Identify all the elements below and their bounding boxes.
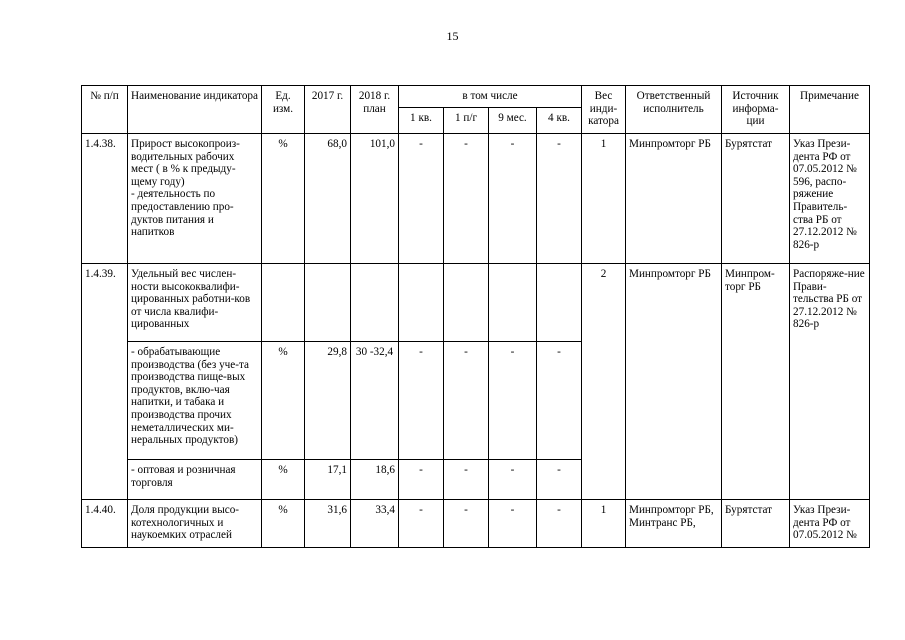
indicators-table — [81, 85, 870, 548]
row-note: Распоряже-ние Прави-тельства РБ от 27.12.2012 № 826-р — [790, 264, 870, 500]
header-including: в том числе — [399, 86, 582, 108]
row-q4: - — [537, 134, 582, 264]
subrow-value-2018: 18,6 — [351, 460, 399, 500]
table-row — [82, 500, 870, 548]
row-note: Указ Прези-дента РФ от 07.05.2012 № 596, распо-ряжение Правитель-ства РБ от 27.12.2012 № 826-р — [790, 134, 870, 264]
row-value-2018: 33,4 — [351, 500, 399, 548]
header-q4: 4 кв. — [537, 108, 582, 134]
subrow-unit: % — [262, 342, 305, 460]
row-responsible: Минпромторг РБ — [626, 134, 722, 264]
row-9m: - — [489, 500, 537, 548]
row-h1-empty — [444, 264, 489, 342]
row-h1: - — [444, 500, 489, 548]
subrow-value-2018: 30 -32,4 — [351, 342, 399, 460]
row-q4-empty — [537, 264, 582, 342]
header-q1: 1 кв. — [399, 108, 444, 134]
row-indicator-name: Доля продукции высо-котехнологичных и наукоемких отраслей — [128, 500, 262, 548]
subrow-h1: - — [444, 460, 489, 500]
header-note: Примечание — [790, 86, 870, 134]
row-q1-empty — [399, 264, 444, 342]
header-source: Источник информа-ции — [722, 86, 790, 134]
row-unit: % — [262, 500, 305, 548]
row-indicator-name: Удельный вес числен-ности высококвалифи-цированных работни-ков от числа квалифи-цированных — [128, 264, 262, 342]
subrow-9m: - — [489, 460, 537, 500]
row-9m-empty — [489, 264, 537, 342]
header-weight: Вес инди-катора — [582, 86, 626, 134]
header-9m: 9 мес. — [489, 108, 537, 134]
subrow-q4: - — [537, 460, 582, 500]
header-2017: 2017 г. — [305, 86, 351, 134]
header-row-1 — [82, 86, 870, 108]
row-source: Бурятстат — [722, 134, 790, 264]
page-number: 15 — [446, 29, 459, 43]
row-num: 1.4.38. — [82, 134, 128, 264]
subrow-q1: - — [399, 342, 444, 460]
row-weight: 2 — [582, 264, 626, 500]
row-q1: - — [399, 134, 444, 264]
header-2018-plan: 2018 г. план — [351, 86, 399, 134]
row-q4: - — [537, 500, 582, 548]
subrow-indicator-name: - оптовая и розничная торговля — [128, 460, 262, 500]
row-weight: 1 — [582, 500, 626, 548]
row-num: 1.4.40. — [82, 500, 128, 548]
header-responsible: Ответственный исполнитель — [626, 86, 722, 134]
row-note: Указ Прези-дента РФ от 07.05.2012 № — [790, 500, 870, 548]
subrow-q4: - — [537, 342, 582, 460]
row-value-2017: 68,0 — [305, 134, 351, 264]
row-source: Минпром-торг РБ — [722, 264, 790, 500]
subrow-h1: - — [444, 342, 489, 460]
header-h1: 1 п/г — [444, 108, 489, 134]
subrow-9m: - — [489, 342, 537, 460]
row-unit: % — [262, 134, 305, 264]
row-weight: 1 — [582, 134, 626, 264]
table-row — [82, 134, 870, 264]
row-source: Бурятстат — [722, 500, 790, 548]
row-h1: - — [444, 134, 489, 264]
subrow-unit: % — [262, 460, 305, 500]
row-responsible: Минпромторг РБ, Минтранс РБ, — [626, 500, 722, 548]
subrow-indicator-name: - обрабатывающие производства (без уче-та производства пище-вых продуктов, вклю-чая напитки, и табака и производства прочих неметаллических ми-неральных продуктов) — [128, 342, 262, 460]
row-value-2018: 101,0 — [351, 134, 399, 264]
row-q1: - — [399, 500, 444, 548]
row-indicator-name: Прирост высокопроиз-водительных рабочих мест ( в % к предыду-щему году) - деятельность по предоставлению про-дуктов питания и напитков — [128, 134, 262, 264]
subrow-value-2017: 17,1 — [305, 460, 351, 500]
header-unit: Ед. изм. — [262, 86, 305, 134]
header-num: № п/п — [82, 86, 128, 134]
row-9m: - — [489, 134, 537, 264]
row-num: 1.4.39. — [82, 264, 128, 500]
table-row — [82, 264, 870, 342]
row-2018-empty — [351, 264, 399, 342]
row-unit-empty — [262, 264, 305, 342]
subrow-q1: - — [399, 460, 444, 500]
row-value-2017: 31,6 — [305, 500, 351, 548]
row-2017-empty — [305, 264, 351, 342]
header-name: Наименование индикатора — [128, 86, 262, 134]
row-responsible: Минпромторг РБ — [626, 264, 722, 500]
subrow-value-2017: 29,8 — [305, 342, 351, 460]
